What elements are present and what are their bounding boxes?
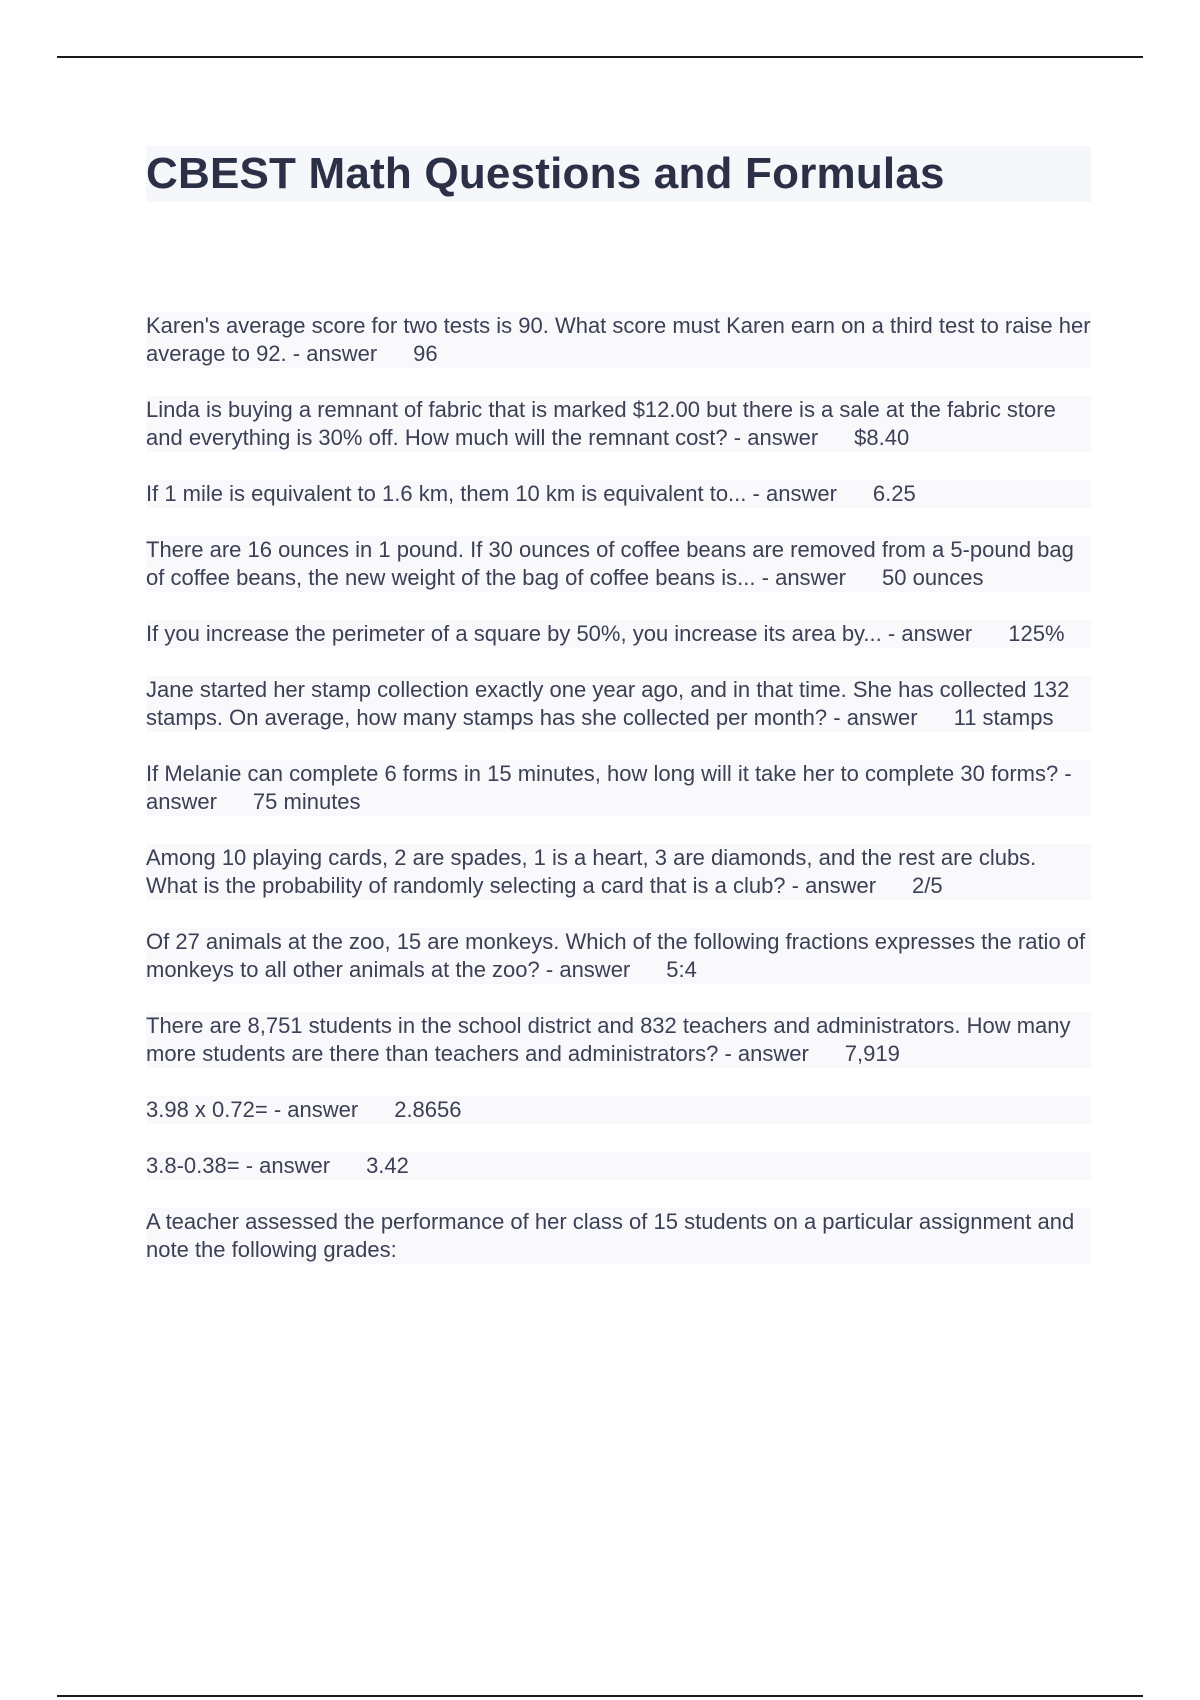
qa-item-11 (146, 1096, 1091, 1124)
answer-separator: - answer (724, 1041, 809, 1066)
answer-separator: - answer (545, 957, 631, 982)
qa-item-2 (146, 396, 1091, 452)
qa-item-1 (146, 312, 1091, 368)
question-text: 3.8-0.38= (146, 1153, 240, 1178)
qa-item-4 (146, 536, 1091, 592)
document-body (146, 146, 1091, 1292)
answer-separator: - answer (887, 621, 973, 646)
qa-item-10 (146, 1012, 1091, 1068)
question-text: Jane started her stamp collection exactly one year ago, and in that time. She has collected 132 stamps. On average, how many stamps has she collected per month? (146, 677, 1070, 730)
qa-item-13 (146, 1208, 1091, 1264)
qa-item-5 (146, 620, 1091, 648)
question-text: If 1 mile is equivalent to 1.6 km, them 10 km is equivalent to... (146, 481, 747, 506)
answer-separator: - answer (292, 341, 378, 366)
question-text: If you increase the perimeter of a square by 50%, you increase its area by... (146, 621, 882, 646)
answer-text: 75 minutes (252, 789, 361, 814)
question-text: Karen's average score for two tests is 90. What score must Karen earn on a third test to raise her average to 92. (146, 313, 1091, 366)
answer-text: 7,919 (844, 1041, 900, 1066)
answer-text: 96 (413, 341, 438, 366)
answer-text: 125% (1008, 621, 1065, 646)
answer-text: 50 ounces (882, 565, 984, 590)
document-title: CBEST Math Questions and Formulas (146, 149, 945, 198)
answer-text: 5:4 (666, 957, 697, 982)
answer-separator: - answer (761, 565, 846, 590)
bottom-rule (57, 1695, 1143, 1697)
top-rule (57, 56, 1143, 58)
question-text: A teacher assessed the performance of her class of 15 students on a particular assignment and note the following grades: (146, 1209, 1075, 1262)
answer-separator: - answer (146, 761, 1072, 814)
question-text: Linda is buying a remnant of fabric that is marked $12.00 but there is a sale at the fabric store and everything is 30% off. How much will the remnant cost? (146, 397, 1056, 450)
answer-separator: - answer (245, 1153, 331, 1178)
qa-item-8 (146, 844, 1091, 900)
qa-item-7 (146, 760, 1091, 816)
answer-text: 2/5 (912, 873, 943, 898)
question-text: There are 8,751 students in the school district and 832 teachers and administrators. How many more students are there than teachers and administrators? (146, 1013, 1071, 1066)
answer-separator: - answer (791, 873, 877, 898)
answer-text: $8.40 (854, 425, 910, 450)
question-text: Among 10 playing cards, 2 are spades, 1 is a heart, 3 are diamonds, and the rest are clubs. What is the probability of randomly selecting a card that is a club? (146, 845, 1037, 898)
qa-item-3 (146, 480, 1091, 508)
qa-item-6 (146, 676, 1091, 732)
answer-text: 6.25 (872, 481, 916, 506)
answer-text: 3.42 (366, 1153, 409, 1178)
answer-separator: - answer (733, 425, 819, 450)
qa-item-12 (146, 1152, 1091, 1180)
question-text: There are 16 ounces in 1 pound. If 30 ounces of coffee beans are removed from a 5-pound bag of coffee beans, the new weight of the bag of coffee beans is... (146, 537, 1074, 590)
answer-separator: - answer (833, 705, 918, 730)
title-block (146, 146, 1091, 202)
answer-text: 2.8656 (394, 1097, 462, 1122)
question-text: If Melanie can complete 6 forms in 15 minutes, how long will it take her to complete 30 forms? (146, 761, 1059, 786)
answer-separator: - answer (273, 1097, 359, 1122)
answer-separator: - answer (752, 481, 837, 506)
answer-text: 11 stamps (953, 705, 1054, 730)
question-text: 3.98 x 0.72= (146, 1097, 268, 1122)
qa-item-9 (146, 928, 1091, 984)
question-text: Of 27 animals at the zoo, 15 are monkeys. Which of the following fractions expresses the ratio of monkeys to all other animals at the zoo? (146, 929, 1086, 982)
